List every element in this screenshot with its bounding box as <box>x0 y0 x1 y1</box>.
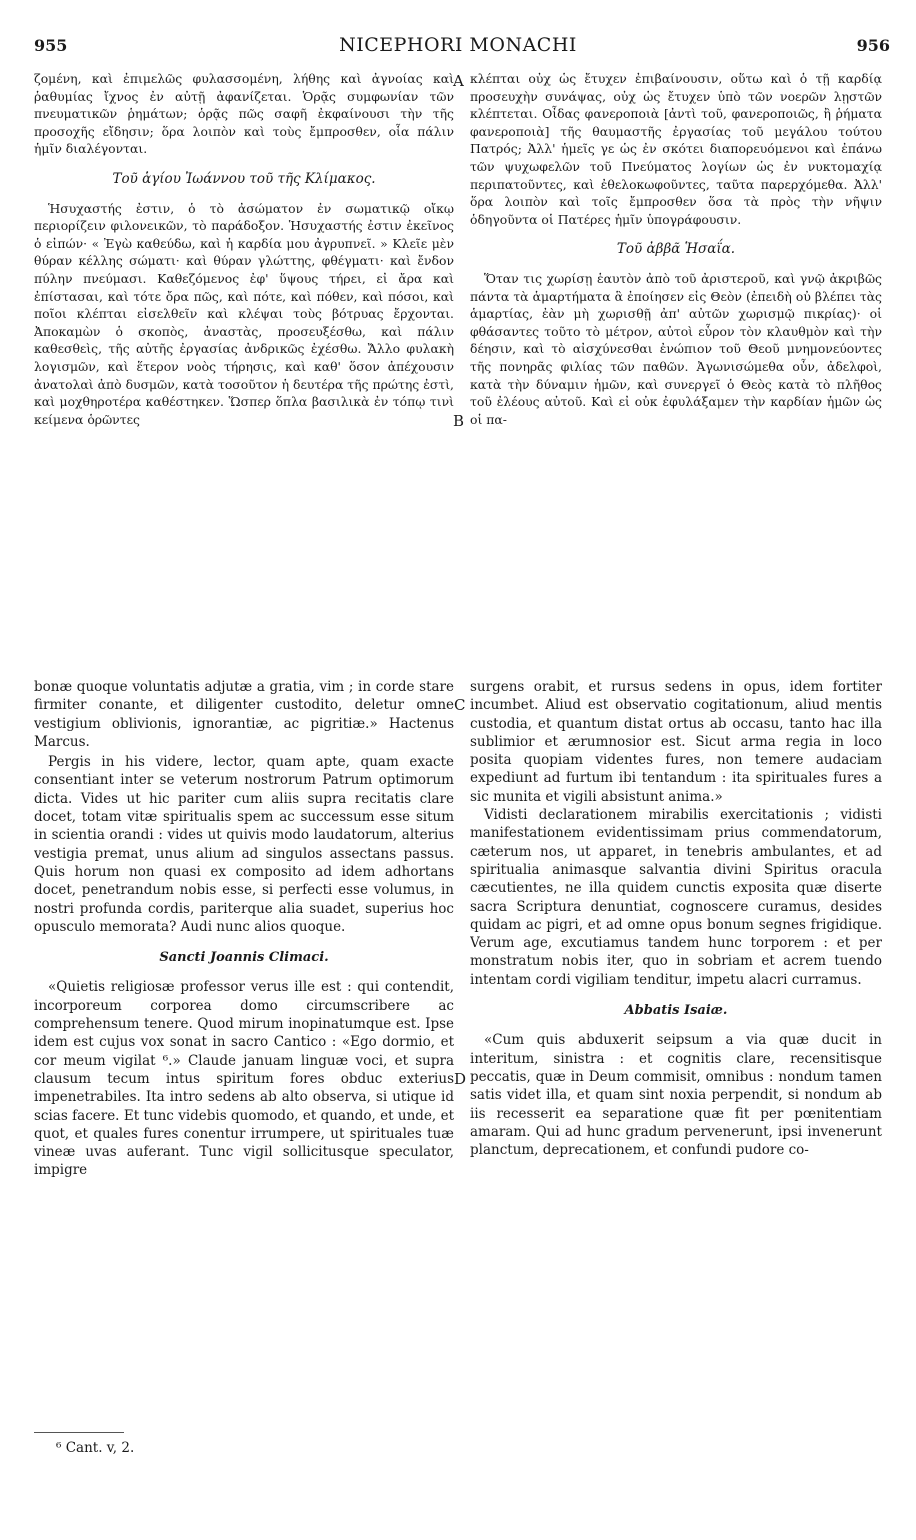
greek-left-paragraph-2: Ἡσυχαστής ἐστιν, ὁ τὸ ἀσώματον ἐν σωματικῷ οἴκῳ περιορίζειν φιλονεικῶν, τὸ παράδοξον. Ἡσυχαστής ἐστιν ἐκεῖνος ὁ εἰπών· « Ἐγὼ καθεύδω, καὶ ἡ καρδία μου ἀγρυπνεῖ. » Κλεῖε μὲν θύραν κέλλης σώματι· καὶ θύραν γλώττης, φθέγματι· καὶ ἔνδον πύλην πνεύμασι. Καθεζόμενος ἐφ' ὕψους τήρει, εἰ ἄρα καὶ ἐπίστασαι, καὶ τότε ὄρα πῶς, καὶ πότε, καὶ πόθεν, καὶ πόσοι, καὶ ποῖοι κλέπται εἰσελθεῖν καὶ κλέψαι τοὺς βότρυας ἔρχονται. Ἀποκαμὼν ὁ σκοπὸς, ἀναστὰς, προσευξέσθω, καὶ πάλιν καθεσθεὶς, τῆς αὐτῆς ἐργασίας ἀνδρικῶς ἐχέσθω. Ἄλλο φυλακὴ λογισμῶν, καὶ ἕτερον νοὸς τήρησις, καὶ καθ' ὅσον ἀπέχουσιν ἀνατολαὶ ἀπὸ δυσμῶν, κατὰ τοσοῦτον ἡ δευτέρα τῆς πρώτης ἐστὶ, καὶ μοχθηροτέρα καθέστηκεν. Ὥσπερ ὅπλα βασιλικὰ ἐν τόπῳ τινὶ κείμενα ὁρῶντες <box>34 200 454 427</box>
latin-right-paragraph-2: Vidisti declarationem mirabilis exercitationis ; vidisti manifestationem evidentissimam prius commendatorum, cæterum nos, ut apparet, in tenebris ambulantes, et ad spiritualia animasque salvantia divini Spiritus oracula cæcutientes, ne illa quidem cunctis exposita quæ diserte sacra Scriptura denuntiat, cognoscere curamus, desides quidam ac pigri, et ad omne opus bonum segnes frigidique. Verum age, excutiamus tandem hunc torporem : et per monstratum nobis iter, quo in sobriam et acrem tuendo intentam cordi vigiliam tenditur, impetu alacri curramus. <box>470 807 882 988</box>
latin-left-paragraph-2: Pergis in his videre, lector, quam apte, quam exacte consentiant inter se veterum nostrorum Patrum optimorum dicta. Vides ut hic pariter cum aliis supra recitatis clare docet, totam vitæ spiritualis spem ac successum esse situm in scientia orandi : vides ut quivis modo laudatorum, alterius vestigia premat, unus alium ad singulos assectans passus. Quis horum non quasi ex composito ad idem adhortans docet, penetrandum nobis esse, si perfecti esse volumus, in nostri profunda cordis, pariterque alia suadet, superius hoc opusculo memorata? Audi nunc alios quoque. <box>34 754 454 935</box>
greek-left-heading: Τοῦ ἁγίου Ἰωάννου τοῦ τῆς Κλίμακος. <box>112 170 376 187</box>
latin-right-heading: Abbatis Isaiæ. <box>624 1003 728 1019</box>
latin-right-paragraph-1: surgens orabit, et rursus sedens in opus, idem fortiter incumbet. Aliud est observatio cogitationum, aliud mentis custodia, et quantum distat ortus ab occasu, tanto hac illa sublimior et ærumnosior est. Sicut arma regia in loco posita quopiam videntes fures, non temere audaciam expediunt ad furtum ibi tentandum : ita spirituales fures a sic munita et vigili absistunt anima.» <box>470 679 882 805</box>
latin-column-left <box>34 678 454 1428</box>
margin-mark-b: B <box>453 412 465 430</box>
latin-column-right <box>470 678 882 1418</box>
greek-right-heading: Τοῦ ἀββᾶ Ἡσαΐα. <box>616 241 736 258</box>
margin-mark-c: C <box>454 696 466 714</box>
greek-right-paragraph-2: Ὅταν τις χωρίσῃ ἑαυτὸν ἀπὸ τοῦ ἀριστεροῦ, καὶ γνῷ ἀκριβῶς πάντα τὰ ἁμαρτήματα ἃ ἐποίησεν εἰς Θεὸν (ἐπειδὴ οὐ βλέπει τὰς ἁμαρτίας, ἐὰν μὴ χωρισθῇ ἀπ' αὐτῶν χωρισμῷ πικρίας)· οἱ φθάσαντες τοῦτο τὸ μέτρον, αὐτοὶ εὗρον τὸν κλαυθμὸν καὶ τὴν δέησιν, καὶ τὸ αἰσχύνεσθαι ἐνώπιον τοῦ Θεοῦ μνημονεύοντες τῆς πονηρᾶς φιλίας τῶν παθῶν. Ἀγωνισώμεθα οὖν, ἀδελφοὶ, κατὰ τὴν δύναμιν ἡμῶν, καὶ συνεργεῖ ὁ Θεὸς κατὰ τὸ πλῆθος τοῦ ἐλέους αὐτοῦ. Καὶ εἰ οὐκ ἐφυλάξαμεν τὴν καρδίαν ἡμῶν ὡς οἱ πα- <box>470 270 882 427</box>
margin-mark-a: A <box>453 72 464 90</box>
latin-left-paragraph-3: «Quietis religiosæ professor verus ille est : qui contendit, incorporeum corporea domo circumscribere ac comprehensum tenere. Quod mirum inopinatumque est. Ipse idem est cujus vox sonat in sacro Cantico : «Ego dormio, et cor meum vigilat ⁶.» Claude januam linguæ voci, et supra clausum tecum intus spiritum fores obduc exterius impenetrabiles. Ita intro sedens ab alto observa, si utique id scias facere. Et tunc videbis quomodo, et quando, et unde, et quot, et quales fures conentur irrumpere, ut spirituales tuæ vineæ uvas auferant. Tunc vigil sollicitusque speculator, impigre <box>34 979 454 1179</box>
greek-column-left <box>34 70 454 640</box>
greek-column-right <box>470 70 882 640</box>
margin-mark-d: D <box>454 1070 467 1088</box>
running-header <box>0 32 916 62</box>
latin-right-paragraph-3: «Cum quis abduxerit seipsum a via quæ ducit in interitum, sinistra : et cognitis clare, recensitisque peccatis, quæ in Deum commisit, omnibus : nondum tamen satis videt illa, et quam sint noxia perpendit, si nondum ab iis recesserit ea separatione quæ fit per pœnitentiam amaram. Qui ad hunc gradum pervenerunt, ipsi invenerunt planctum, deprecationem, et confundi pudore co- <box>470 1032 882 1159</box>
footnote-rule <box>34 1432 124 1433</box>
running-title: NICEPHORI MONACHI <box>339 34 577 56</box>
page-number-left: 955 <box>34 36 68 55</box>
latin-left-paragraph-1: bonæ quoque voluntatis adjutæ a gratia, vim ; in corde stare firmiter conante, et diligenter custodito, deletur omne vestigium oblivionis, ignorantiæ, ac pigritiæ.» Hactenus Marcus. <box>34 679 454 750</box>
footnote: ⁶ Cant. v, 2. <box>56 1440 135 1456</box>
greek-left-paragraph-1: ζομένη, καὶ ἐπιμελῶς φυλασσομένη, λήθης καὶ ἀγνοίας καὶ ῥαθυμίας ἴχνος ἐν αὐτῇ ἀφανίζεται. Ὁρᾷς συμφωνίαν τῶν πνευματικῶν ῥημάτων; ὁρᾷς πῶς σαφῆ ἐκφαίνουσι τὴν τῆς προσοχῆς εἴδησιν; ὅρα λοιπὸν καὶ τοὺς ἔμπροσθεν, οἷα πάλιν ἡμῖν διαλέγονται. <box>34 71 454 157</box>
latin-left-heading: Sancti Joannis Climaci. <box>159 950 329 966</box>
greek-right-paragraph-1: κλέπται οὐχ ὡς ἔτυχεν ἐπιβαίνουσιν, οὕτω καὶ ὁ τῇ καρδίᾳ προσευχὴν συνάψας, οὐχ ὡς ἔτυχεν ὑπὸ τῶν νοερῶν λῃστῶν κλέπτεται. Οἶδας φανεροποιὰ [ἀντὶ τοῦ, φανεροποιῶς, ἢ ῥήματα φανεροποιὰ] τῆς θαυμαστῆς ἐργασίας τοῦ μεγάλου τούτου Πατρός; Ἀλλ' ἡμεῖς γε ὡς ἐν σκότει διαπορευόμενοι καὶ ἐπάνω τῶν ψυχωφελῶν τοῦ Πνεύματος λογίων ὡς ἐν νυκτομαχίᾳ περιπατοῦντες, καὶ ἐθελοκωφοῦντες, ταῦτα παρερχόμεθα. Ἀλλ' ὅρα λοιπὸν καὶ τοῖς ἔμπροσθεν ὅσα τὰ πρὸς τὴν νῆψιν ὁδηγοῦντα οἱ Πατέρες ἡμῖν ὑπογράφουσιν. <box>470 71 882 227</box>
page-number-right: 956 <box>856 36 890 55</box>
